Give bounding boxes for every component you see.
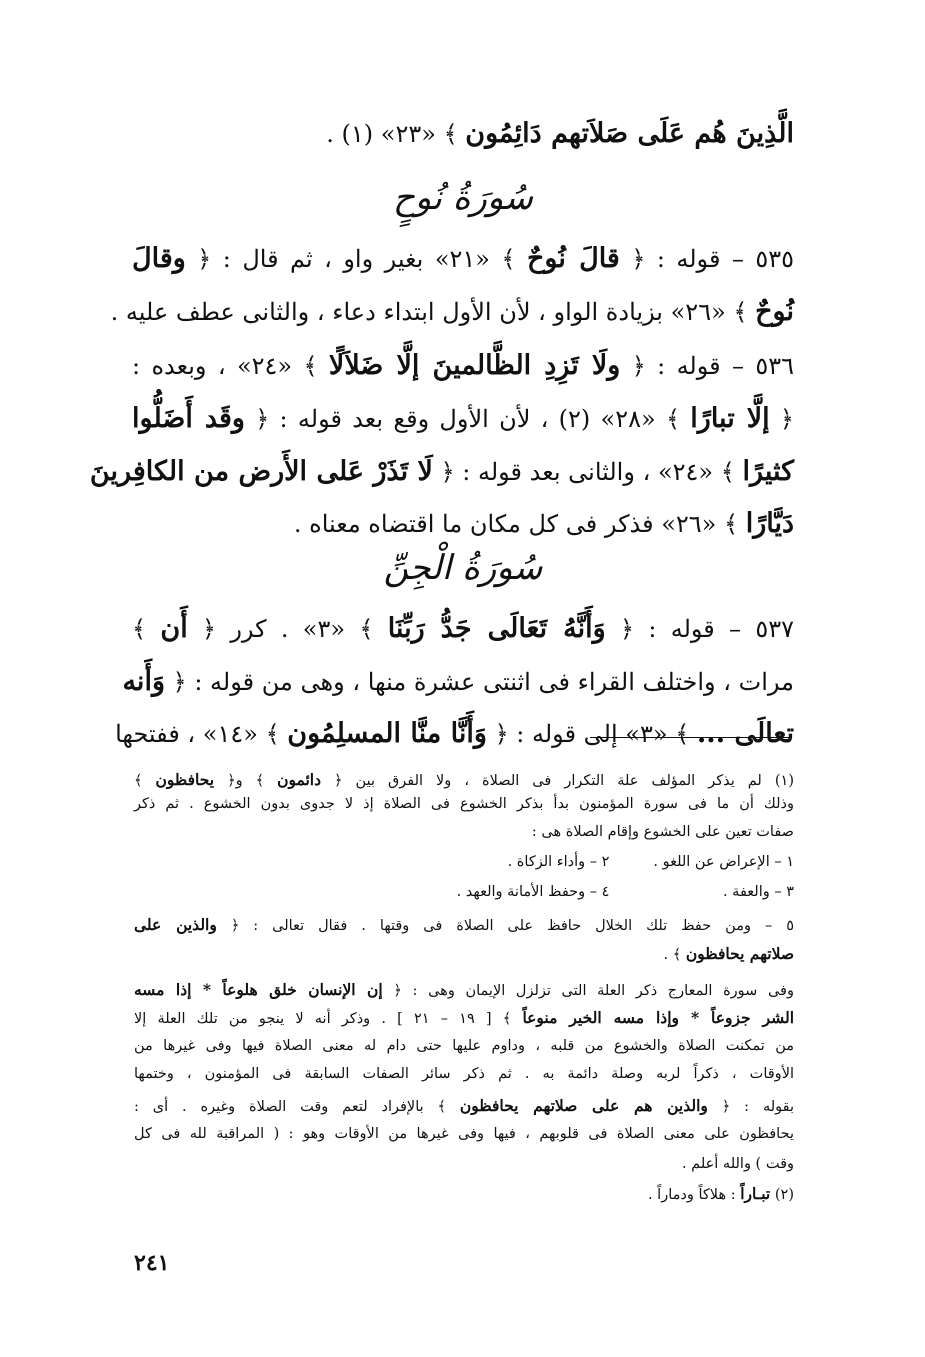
text-line-4: ٥٣٦ – قوله : ﴿ ولَا تَزِدِ الظَّالمينَ إلَّا ضَلاَلًا ﴾ «٢٤» ، وبعده : bbox=[132, 350, 795, 381]
quran-verse: لَا تَذَرْ عَلى الأَرض من الكافِرينَ bbox=[89, 456, 433, 487]
quran-verse: إلَّا تبارًا bbox=[690, 403, 770, 434]
footnote-line: الأوقات ، ذكراً لربه وصلة دائمة به . ثم ذكر سائر الصفات السابقة فى المؤمنون ، وختمها bbox=[134, 1066, 794, 1082]
text-line-8: ٥٣٧ – قوله : ﴿ وَأَنَّهُ تَعَالَى جَدُّ رَبِّنَا ﴾ «٣» . كرر ﴿ أَن ﴾ bbox=[132, 613, 794, 644]
footnote-list-row: ١ – الإعراض عن اللغو . ٢ – وأداء الزكاة . bbox=[507, 854, 794, 870]
text-line-7: دَيَّارًا ﴾ «٢٦» فذكر فى كل مكان ما اقتضاه معناه . bbox=[293, 508, 794, 539]
page-number: ٢٤١ bbox=[134, 1250, 170, 1276]
footnote-line: وذلك أن ما فى سورة المؤمنون بدأ بذكر الخشوع فى الصلاة إذ لا جدوى بدون الخشوع . ثم ذكر bbox=[134, 796, 794, 812]
footnote-line: صلاتهم يحافظون ﴾ . bbox=[663, 944, 794, 963]
quran-verse: وَأَنَّهُ تَعَالَى جَدُّ رَبِّنَا bbox=[387, 613, 606, 644]
footnote-line: (١) لم يذكر المؤلف علة التكرار فى الصلاة ، ولا الفرق بين ﴿ دائمون ﴾ و﴿ يحافظون ﴾ bbox=[134, 770, 794, 789]
quran-verse: أَن bbox=[160, 613, 188, 644]
footnote-line: وفى سورة المعارج ذكر العلة التى تزلزل الإيمان وهى : ﴿ إن الإنسان خلق هلوعاً * إذا مسه bbox=[134, 980, 794, 999]
footnote-line: يحافظون على معنى الصلاة فى قلوبهم ، فيها وفى غيرها من الأوقات وهو : ( المراقبة لله فى كل bbox=[134, 1126, 794, 1142]
footnote-line: (٢) تبـاراً : هلاكاً ودماراً . bbox=[647, 1184, 794, 1203]
footnote-line: بقوله : ﴿ والذين هم على صلاتهم يحافظون ﴾ بالإفراد لتعم وقت الصلاة وغيره . أى : bbox=[134, 1096, 795, 1115]
quran-verse: وقَد أَضَلُّوا bbox=[132, 403, 245, 434]
quran-verse: دَيَّارًا bbox=[745, 508, 794, 539]
footnote-line: الشر جزوعاً * وإذا مسه الخير منوعاً ﴾ [ ١٩ – ٢١ ] . وذكر أنه لا ينجو من تلك العلة إلا bbox=[134, 1008, 795, 1027]
quran-verse: قالَ نُوحٌ bbox=[526, 243, 620, 274]
text-line-6: كثيرًا ﴾ «٢٤» ، والثانى بعد قوله : ﴿ لَا تَذَرْ عَلى الأَرض من الكافِرينَ bbox=[89, 456, 794, 487]
quran-verse: الَّذِينَ هُم عَلَى صَلاَتهم دَائِمُون bbox=[465, 118, 794, 149]
text-line-10: تعالَى ... ﴾ «٣» إلى قوله : ﴿ وَأَنَّا منَّا المسلِمُون ﴾ «١٤» ، ففتحها bbox=[115, 718, 794, 749]
text-line-9: مرات ، واختلف القراء فى اثنتى عشرة منها ، وهى من قوله : ﴿ وَأَنه bbox=[122, 666, 794, 697]
footnote-list-row: ٣ – والعفة . ٤ – وحفظ الأمانة والعهد . bbox=[456, 884, 794, 900]
text-line-1: الَّذِينَ هُم عَلَى صَلاَتهم دَائِمُون ﴾ «٢٣» (١) . bbox=[326, 118, 794, 149]
footnote-line: من تمكنت الصلاة والخشوع من قلبه ، وداوم عليها حتى دام له معنى الصلاة فيها وفى غيرها من bbox=[134, 1038, 794, 1054]
quran-verse: نُوحٌ bbox=[755, 296, 794, 327]
footnote-separator bbox=[590, 737, 790, 738]
footnote-line: صفات تعين على الخشوع وإقام الصلاة هى : bbox=[531, 824, 794, 840]
quran-verse: ولَا تَزِدِ الظَّالمينَ إلَّا ضَلاَلًا bbox=[328, 350, 621, 381]
quran-verse: وَأَنَّا منَّا المسلِمُون bbox=[287, 718, 487, 749]
quran-verse: وَأَنه bbox=[122, 666, 165, 697]
quran-verse: تعالَى ... bbox=[696, 718, 794, 749]
text-line-3: نُوحٌ ﴾ «٢٦» بزيادة الواو ، لأن الأول ابتداء دعاء ، والثانى عطف عليه . bbox=[110, 296, 794, 327]
quran-verse: وقالَ bbox=[132, 243, 186, 274]
surah-heading-jinn: سُورَةُ الْجِنِّ bbox=[383, 548, 543, 588]
text-line-5: ﴿ إلَّا تبارًا ﴾ «٢٨» (٢) ، لأن الأول وقع بعد قوله : ﴿ وقَد أَضَلُّوا bbox=[132, 403, 794, 434]
footnote-line: ٥ – ومن حفظ تلك الخلال حافظ على الصلاة فى وقتها . فقال تعالى : ﴿ والذين على bbox=[134, 915, 795, 934]
quran-verse: كثيرًا bbox=[742, 456, 794, 487]
text-line-2: ٥٣٥ – قوله : ﴿ قالَ نُوحٌ ﴾ «٢١» بغير واو ، ثم قال : ﴿ وقالَ bbox=[132, 243, 795, 274]
footnote-line: وقت ) والله أعلم . bbox=[681, 1156, 794, 1172]
surah-heading-nuh: سُورَةُ نُوحٍ bbox=[392, 178, 534, 218]
